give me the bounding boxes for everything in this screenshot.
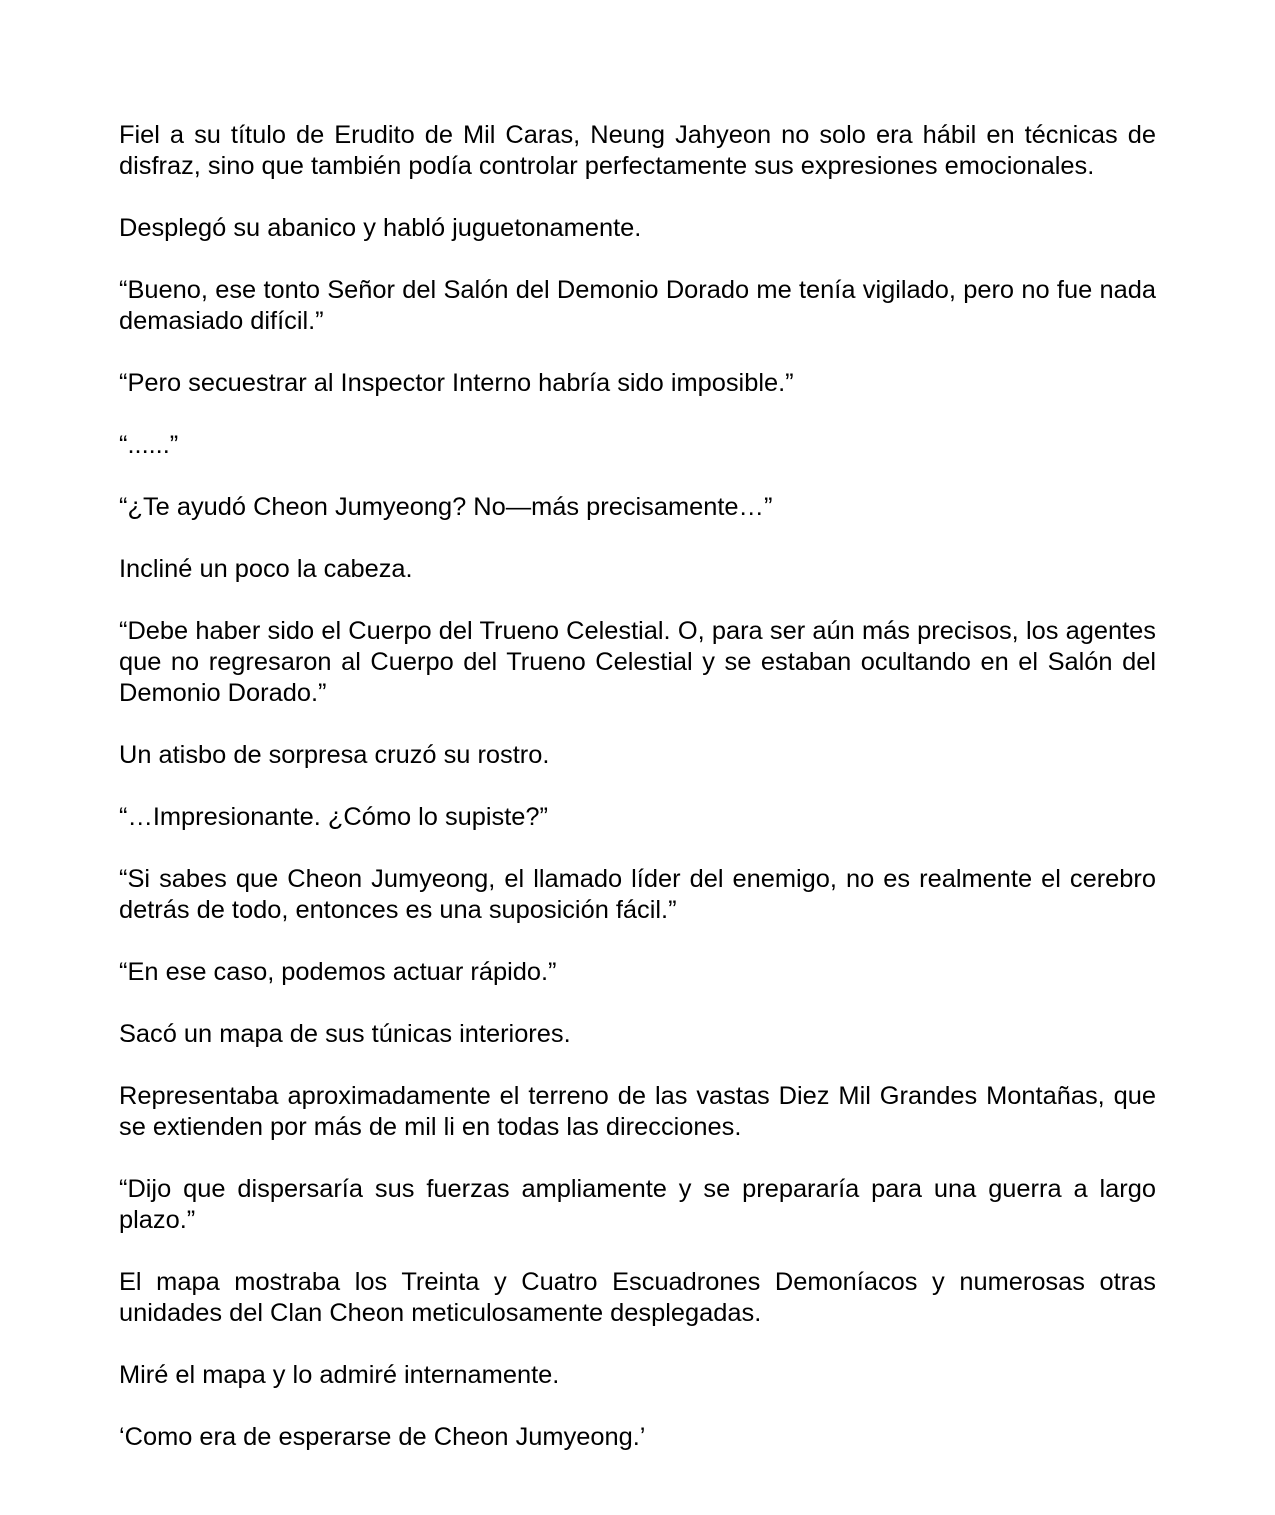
paragraph-12: “En ese caso, podemos actuar rápido.”	[119, 958, 557, 986]
paragraph-1: Fiel a su título de Erudito de Mil Caras, Neung Jahyeon no solo era hábil en técnicas de disfraz, sino que también podía controlar perfectamente sus expresiones emocionales.	[119, 121, 1156, 180]
paragraph-18: ‘Como era de esperarse de Cheon Jumyeong.’	[119, 1423, 646, 1451]
paragraph-9: Un atisbo de sorpresa cruzó su rostro.	[119, 741, 550, 769]
document-page	[119, 120, 1156, 1484]
paragraph-5: “......”	[119, 431, 179, 459]
paragraph-7: Incliné un poco la cabeza.	[119, 555, 413, 583]
paragraph-13: Sacó un mapa de sus túnicas interiores.	[119, 1020, 571, 1048]
paragraph-10: “…Impresionante. ¿Cómo lo supiste?”	[119, 803, 548, 831]
paragraph-11: “Si sabes que Cheon Jumyeong, el llamado líder del enemigo, no es realmente el cerebro detrás de todo, entonces es una suposición fácil.”	[119, 865, 1156, 924]
paragraph-14: Representaba aproximadamente el terreno de las vastas Diez Mil Grandes Montañas, que se extienden por más de mil li en todas las direcciones.	[119, 1082, 1156, 1141]
paragraph-8: “Debe haber sido el Cuerpo del Trueno Celestial. O, para ser aún más precisos, los agentes que no regresaron al Cuerpo del Trueno Celestial y se estaban ocultando en el Salón del Demonio Dorado.”	[119, 617, 1156, 707]
paragraph-3: “Bueno, ese tonto Señor del Salón del Demonio Dorado me tenía vigilado, pero no fue nada demasiado difícil.”	[119, 276, 1156, 335]
paragraph-17: Miré el mapa y lo admiré internamente.	[119, 1361, 560, 1389]
paragraph-6: “¿Te ayudó Cheon Jumyeong? No—más precisamente…”	[119, 493, 773, 521]
paragraph-15: “Dijo que dispersaría sus fuerzas ampliamente y se prepararía para una guerra a largo plazo.”	[119, 1175, 1156, 1234]
paragraph-2: Desplegó su abanico y habló juguetonamente.	[119, 214, 642, 242]
paragraph-16: El mapa mostraba los Treinta y Cuatro Escuadrones Demoníacos y numerosas otras unidades del Clan Cheon meticulosamente desplegadas.	[119, 1268, 1156, 1327]
paragraph-4: “Pero secuestrar al Inspector Interno habría sido imposible.”	[119, 369, 794, 397]
